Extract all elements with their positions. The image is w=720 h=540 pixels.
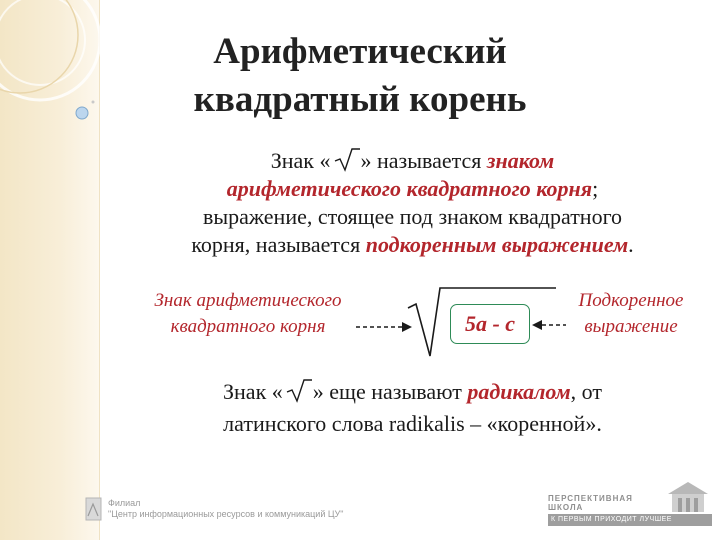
definition-line-1 xyxy=(105,146,720,175)
radical-line-2: латинского слова radikalis – «коренной». xyxy=(223,411,602,436)
term-highlight: арифметического квадратного корня xyxy=(226,176,593,201)
definition-paragraph xyxy=(105,146,720,259)
footer-org-line-1: Филиал xyxy=(108,498,141,508)
term-highlight: подкоренным выражением xyxy=(365,232,629,257)
definition-text: » называется xyxy=(360,148,482,173)
definition-text: . xyxy=(628,232,634,257)
bullet-dot-icon xyxy=(76,107,88,119)
root-sign-label-line-2: квадратного корня xyxy=(170,316,326,337)
definition-line-3: выражение, стоящее под знаком квадратного xyxy=(202,204,623,229)
definition-text: Знак « xyxy=(270,148,331,173)
root-sign-label-line-1: Знак арифметического xyxy=(154,290,342,311)
radical-line-1 xyxy=(105,376,720,408)
radical-text: Знак « xyxy=(223,379,283,404)
radical-paragraph xyxy=(105,376,720,440)
root-sign-label xyxy=(118,288,378,340)
definition-line-4 xyxy=(105,231,720,259)
definition-line-2 xyxy=(105,175,720,203)
title-line-2: квадратный корень xyxy=(193,79,527,120)
definition-text: корня, называется xyxy=(191,232,361,257)
brand-name: ПЕРСПЕКТИВНАЯ ШКОЛА xyxy=(548,494,633,512)
footer-org-line-2: "Центр информационных ресурсов и коммуникаций ЦУ" xyxy=(108,509,344,519)
radicand-box: 5a - c xyxy=(450,304,530,344)
square-root-icon xyxy=(283,377,313,403)
organization-logo-icon xyxy=(84,496,104,524)
school-building-icon xyxy=(664,482,712,514)
term-highlight: знаком xyxy=(486,148,555,173)
decorative-circles xyxy=(0,0,140,160)
radicand-label-line-1: Подкоренное xyxy=(578,290,684,311)
page-title xyxy=(150,28,570,124)
square-root-icon xyxy=(331,146,361,172)
title-line-1: Арифметический xyxy=(213,31,507,72)
radicand-label xyxy=(556,288,706,340)
definition-text: ; xyxy=(592,176,599,201)
term-highlight: радикалом xyxy=(467,379,571,404)
radical-text: » еще называют xyxy=(312,379,462,404)
radical-text: , от xyxy=(570,379,602,404)
brand-slogan: К ПЕРВЫМ ПРИХОДИТ ЛУЧШЕЕ xyxy=(548,514,712,526)
radicand-label-line-2: выражение xyxy=(584,316,678,337)
footer-brand xyxy=(548,482,712,534)
